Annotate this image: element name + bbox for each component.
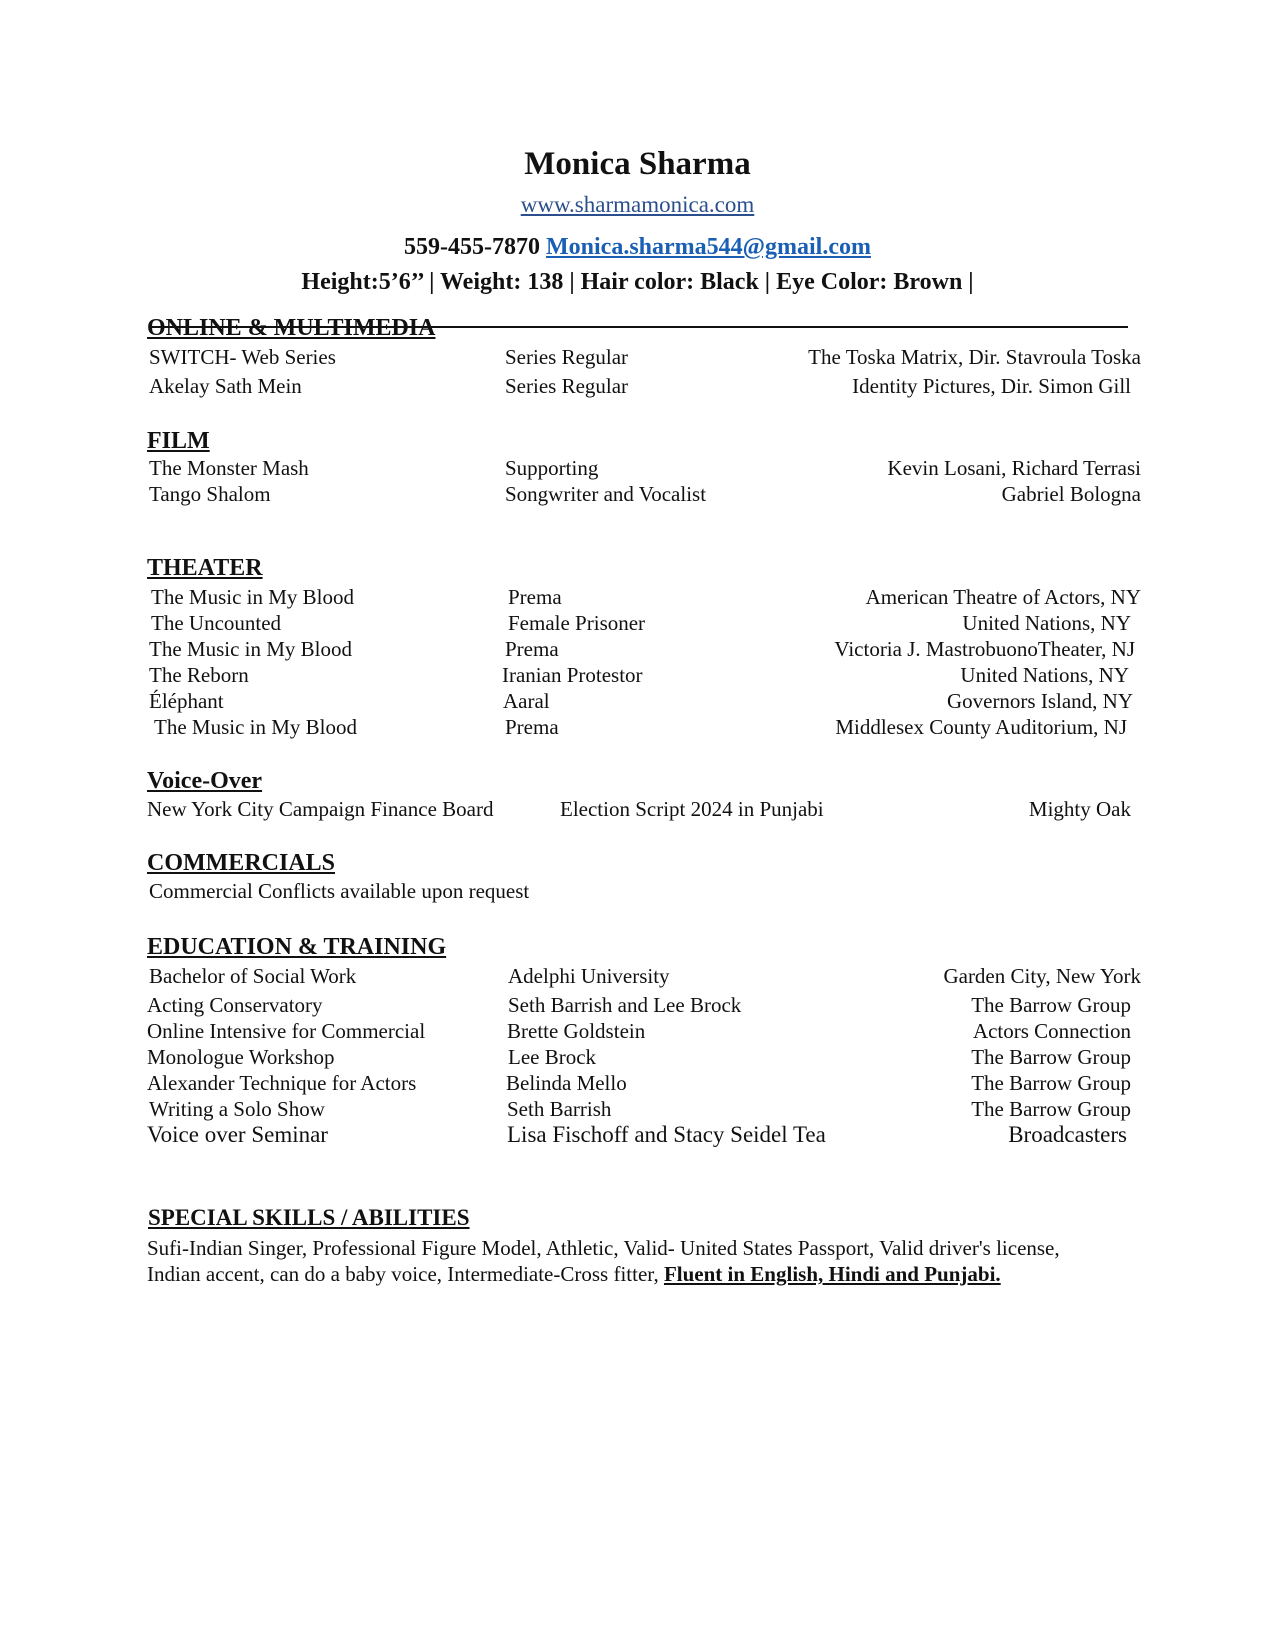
section-title-education: EDUCATION & TRAINING [147,934,447,960]
credit-title: Akelay Sath Mein [149,374,302,398]
training-school: The Barrow Group [971,1097,1131,1121]
commercials-note: Commercial Conflicts available upon request [149,879,530,903]
commercials-note-row [0,879,1275,905]
credit-project: Election Script 2024 in Punjabi [560,797,824,821]
training-school: The Barrow Group [971,1071,1131,1095]
credit-row [0,689,1275,715]
credit-role: Prema [505,715,559,739]
credit-director: Kevin Losani, Richard Terrasi [887,456,1141,480]
credit-role: Supporting [505,456,599,480]
credit-row [0,715,1275,741]
skills-text: Sufi-Indian Singer, Professional Figure Model, Athletic, Valid- United States Passport, Valid driver's license, Indian accent, can do a baby voice, Intermediate-Cross fitter, [147,1236,1060,1286]
training-row [0,1071,1275,1097]
training-school: Garden City, New York [943,964,1141,988]
credit-role: Songwriter and Vocalist [505,482,707,506]
training-teacher: Seth Barrish and Lee Brock [508,993,742,1017]
training-course: Bachelor of Social Work [149,964,357,988]
credit-title: Tango Shalom [149,482,271,506]
training-teacher: Lisa Fischoff and Stacy Seidel Tea [507,1122,826,1147]
credit-studio: Mighty Oak [1028,797,1131,821]
credit-title: The Monster Mash [149,456,309,480]
email-link[interactable]: Monica.sharma544@gmail.com [546,234,871,260]
credit-role: Series Regular [505,374,629,398]
credit-role: Aaral [503,689,550,713]
training-row [0,964,1275,990]
training-row [0,1122,1275,1148]
training-teacher: Adelphi University [508,964,670,988]
credit-role: Iranian Protestor [502,663,643,687]
section-title-online: ONLINE & MULTIMEDIA [147,315,436,341]
training-course: Online Intensive for Commercial [147,1019,426,1043]
credit-row [0,637,1275,663]
training-row [0,1019,1275,1045]
section-title-skills: SPECIAL SKILLS / ABILITIES [148,1205,470,1230]
section-title-voiceover: Voice-Over [147,768,263,794]
credit-title: The Music in My Blood [151,585,354,609]
credit-venue: United Nations, NY [960,663,1129,687]
skills-languages: Fluent in English, Hindi and Punjabi. [663,1262,1001,1286]
credit-row [0,374,1275,400]
credit-title: Éléphant [149,689,224,713]
contact-line [0,234,1275,261]
credit-row [0,482,1275,508]
training-school: Actors Connection [972,1019,1131,1043]
credit-title: The Uncounted [151,611,282,635]
training-course: Acting Conservatory [147,993,323,1017]
credit-title: SWITCH- Web Series [149,345,336,369]
credit-venue: American Theatre of Actors, NY [865,585,1141,609]
credit-row [0,611,1275,637]
credit-row [0,456,1275,482]
credit-venue: Middlesex County Auditorium, NJ [835,715,1127,739]
credit-role: Series Regular [505,345,629,369]
section-title-film: FILM [147,428,210,454]
training-school: The Barrow Group [971,993,1131,1017]
training-course: Alexander Technique for Actors [147,1071,417,1095]
section-title-commercials: COMMERCIALS [147,850,336,876]
physical-stats: Height:5’6’’ | Weight: 138 | Hair color: Black | Eye Color: Brown | [301,269,974,295]
training-course: Writing a Solo Show [149,1097,325,1121]
credit-role: Female Prisoner [508,611,646,635]
credit-producer: The Toska Matrix, Dir. Stavroula Toska [808,345,1141,369]
phone-number: 559-455-7870 [404,234,541,260]
training-teacher: Seth Barrish [507,1097,612,1121]
section-title-theater: THEATER [147,555,263,581]
training-row [0,1045,1275,1071]
actor-name: Monica Sharma [524,146,751,182]
training-row [0,993,1275,1019]
training-course: Voice over Seminar [147,1122,328,1147]
credit-role: Prema [508,585,562,609]
training-school: The Barrow Group [971,1045,1131,1069]
website-link[interactable]: www.sharmamonica.com [520,192,755,217]
credit-title: The Music in My Blood [149,637,352,661]
credit-role: Prema [505,637,559,661]
training-teacher: Brette Goldstein [507,1019,646,1043]
credit-venue: Victoria J. MastrobuonoTheater, NJ [834,637,1135,661]
credit-producer: Identity Pictures, Dir. Simon Gill [852,374,1131,398]
credit-row [0,663,1275,689]
credit-row [0,585,1275,611]
training-row [0,1097,1275,1123]
credit-title: The Music in My Blood [154,715,357,739]
credit-director: Gabriel Bologna [1001,482,1141,506]
credit-row [0,345,1275,371]
training-course: Monologue Workshop [147,1045,335,1069]
training-teacher: Lee Brock [508,1045,597,1069]
training-teacher: Belinda Mello [506,1071,627,1095]
training-school: Broadcasters [1008,1122,1127,1147]
credit-venue: Governors Island, NY [946,689,1133,713]
credit-row [0,797,1275,823]
credit-client: New York City Campaign Finance Board [147,797,494,821]
skills-paragraph [147,1235,1107,1287]
credit-title: The Reborn [149,663,249,687]
credit-venue: United Nations, NY [962,611,1131,635]
